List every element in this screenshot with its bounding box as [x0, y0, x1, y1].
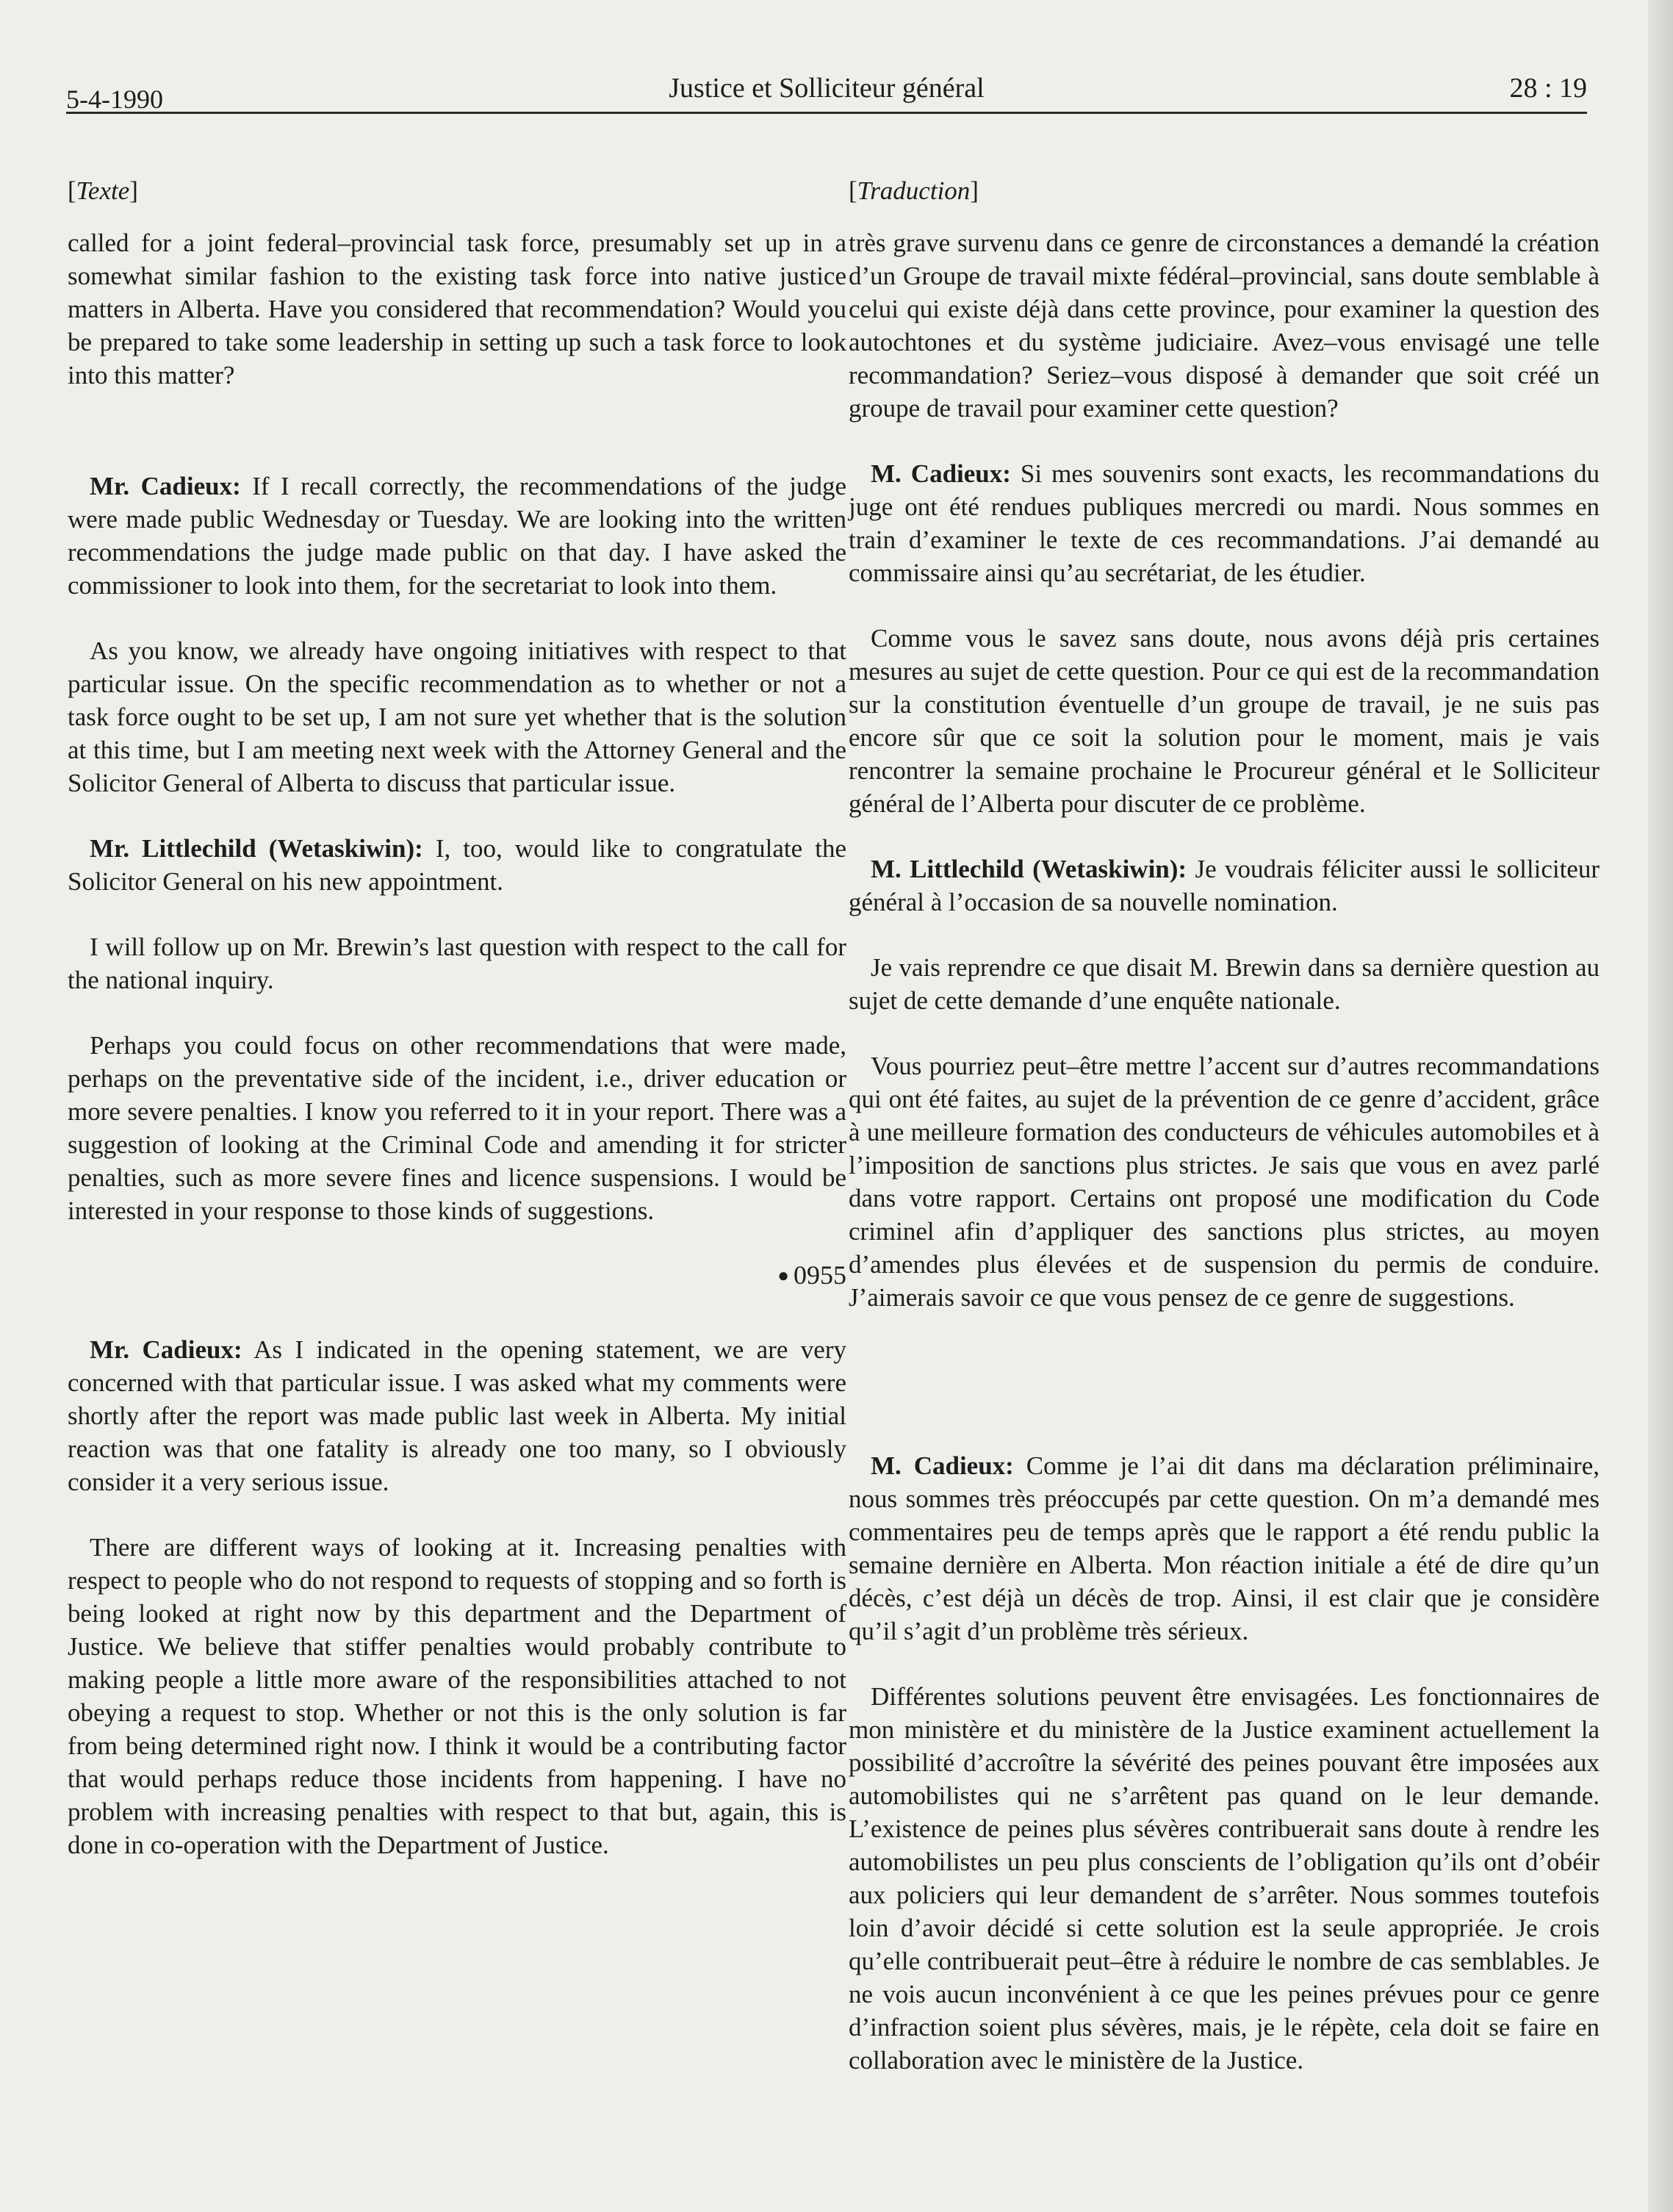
column-gap	[849, 1346, 1600, 1449]
header-title: Justice et Solliciteur général	[669, 73, 985, 104]
speaker-paragraph: Mr. Cadieux: If I recall correctly, the recommendations of the judge were made public Wednesday or Tuesday. We are looking into the written recommendations the judge made public on that day. I have asked the commissioner to look into them, for the secretariat to look into them.	[68, 472, 846, 600]
page-edge	[1648, 0, 1673, 2212]
speaker-name: Mr. Littlechild (Wetaskiwin):	[90, 834, 423, 863]
paragraph: Je vais reprendre ce que disait M. Brewin dans sa dernière question au sujet de cette demande d’une enquête nationale.	[849, 953, 1600, 1015]
speaker-paragraph: M. Littlechild (Wetaskiwin): Je voudrais féliciter aussi le solliciteur général à l’occasion de sa nouvelle nomination.	[849, 855, 1600, 916]
header-date: 5-4-1990	[66, 85, 163, 114]
speaker-paragraph: Mr. Littlechild (Wetaskiwin): I, too, would like to congratulate the Solicitor General on his new appointment.	[68, 834, 846, 896]
paragraph: As you know, we already have ongoing initiatives with respect to that particular issue. On the specific recommendation as to whether or not a task force ought to be set up, I am not sure yet whether that is the solution at this time, but I am meeting next week with the Attorney General and the Solicitor General of Alberta to discuss that particular issue.	[68, 636, 846, 797]
paragraph: Comme vous le savez sans doute, nous avons déjà pris certaines mesures au sujet de cette question. Pour ce qui est de la recommandation sur la constitution éventuelle d’un groupe de travail, je ne suis pas encore sûr que ce soit la solution pour le moment, mais je vais rencontrer la semaine prochaine le Procureur général et le Solliciteur général de l’Alberta pour discuter de ce problème.	[849, 624, 1600, 818]
speaker-paragraph: M. Cadieux: Si mes souvenirs sont exacts, les recommandations du juge ont été rendues publiques mercredi ou mardi. Nous sommes en train d’examiner le texte de ces recommandations. J’ai demandé au commissaire ainsi qu’au secrétariat, de les étudier.	[849, 459, 1600, 587]
paragraph: I will follow up on Mr. Brewin’s last question with respect to the call for the national inquiry.	[68, 933, 846, 994]
header-page-number: 28 : 19	[1509, 73, 1587, 104]
paragraph: Perhaps you could focus on other recommendations that were made, perhaps on the preventative side of the incident, i.e., driver education or more severe penalties. I know you referred to it in your report. There was a suggestion of looking at the Criminal Code and amending it for stricter penalties, such as more severe fines and licence suspensions. I would be interested in your response to those kinds of suggestions.	[68, 1031, 846, 1225]
speaker-name: M. Cadieux:	[871, 459, 1011, 488]
french-column	[849, 176, 1600, 2109]
paragraph: très grave survenu dans ce genre de circonstances a demandé la création d’un Groupe de travail mixte fédéral–provincial, sans doute semblable à celui qui existe déjà dans cette province, pour examiner la question des autochtones et du système judiciaire. Avez–vous envisagé une telle recommandation? Seriez–vous disposé à demander que soit créé un groupe de travail pour examiner cette question?	[849, 229, 1600, 423]
speaker-name: M. Cadieux:	[871, 1451, 1014, 1480]
speaker-name: Mr. Cadieux:	[90, 1335, 242, 1364]
bullet-icon: ●	[777, 1265, 789, 1286]
column-label-traduction: [Traduction]	[849, 176, 979, 205]
speaker-name: M. Littlechild (Wetaskiwin):	[871, 855, 1187, 883]
paragraph: called for a joint federal–provincial task force, presumably set up in a somewhat similar fashion to the existing task force into native justice matters in Alberta. Have you considered that recommendation? Would you be prepared to take some leadership in setting up such a task force to look into this matter?	[68, 229, 846, 389]
speaker-name: Mr. Cadieux:	[90, 472, 241, 500]
time-marker: ● 0955	[777, 1260, 846, 1290]
speaker-paragraph: M. Cadieux: Comme je l’ai dit dans ma déclaration préliminaire, nous sommes très préoccupés par cette question. On m’a demandé mes commentaires peu de temps après que le rapport a été rendu public la semaine dernière en Alberta. Mon réaction initiale a été de dire qu’un décès, c’est déjà un décès de trop. Ainsi, il est clair que je considère qu’il s’agit d’un problème très sérieux.	[849, 1451, 1600, 1645]
page-header	[66, 68, 1587, 114]
column-label-texte: [Texte]	[68, 176, 138, 205]
paragraph: There are different ways of looking at it. Increasing penalties with respect to people who do not respond to requests of stopping and so forth is being looked at right now by this department and the Department of Justice. We believe that stiffer penalties would probably contribute to making people a little more aware of the responsibilities attached to not obeying a request to stop. Whether or not this is the only solution is far from being determined right now. I think it would be a contributing factor that would perhaps reduce those incidents from happening. I have no problem with increasing penalties with respect to that but, again, this is done in co-operation with the Department of Justice.	[68, 1533, 846, 1859]
speaker-paragraph: Mr. Cadieux: As I indicated in the opening statement, we are very concerned with that particular issue. I was asked what my comments were shortly after the report was made public last week in Alberta. My initial reaction was that one fatality is already one too many, so I obviously consider it a very serious issue.	[68, 1335, 846, 1496]
paragraph: Vous pourriez peut–être mettre l’accent sur d’autres recommandations qui ont été faites, au sujet de la prévention de ce genre d’accident, grâce à une meilleure formation des conducteurs de véhicules automobiles et à l’imposition de sanctions plus strictes. Je sais que vous en avez parlé dans votre rapport. Certains ont proposé une modification du Code criminel afin d’appliquer des sanctions plus strictes, au moyen d’amendes plus élevées et de suspension du permis de conduire. J’aimerais savoir ce que vous pensez de ce genre de suggestions.	[849, 1052, 1600, 1312]
english-column	[68, 176, 846, 1894]
paragraph: Différentes solutions peuvent être envisagées. Les fonctionnaires de mon ministère et du ministère de la Justice examinent actuellement la possibilité d’accroître la sévérité des peines pouvant être imposées aux automobilistes qui ne s’arrêtent pas quand on le leur demande. L’existence de peines plus sévères contribuerait sans doute à rendre les automobilistes un peu plus conscients de l’obligation qu’ils ont d’obéir aux policiers qui leur demandent de s’arrêter. Nous sommes toutefois loin d’avoir décidé si cette solution est la seule appropriée. Je crois qu’elle contribuerait peut–être à réduire le nombre de cas semblables. Je ne vois aucun inconvénient à ce que les peines prévues pour ce genre d’infraction soient plus sévères, mais, je le répète, cela doit se faire en collaboration avec le ministère de la Justice.	[849, 1682, 1600, 2075]
